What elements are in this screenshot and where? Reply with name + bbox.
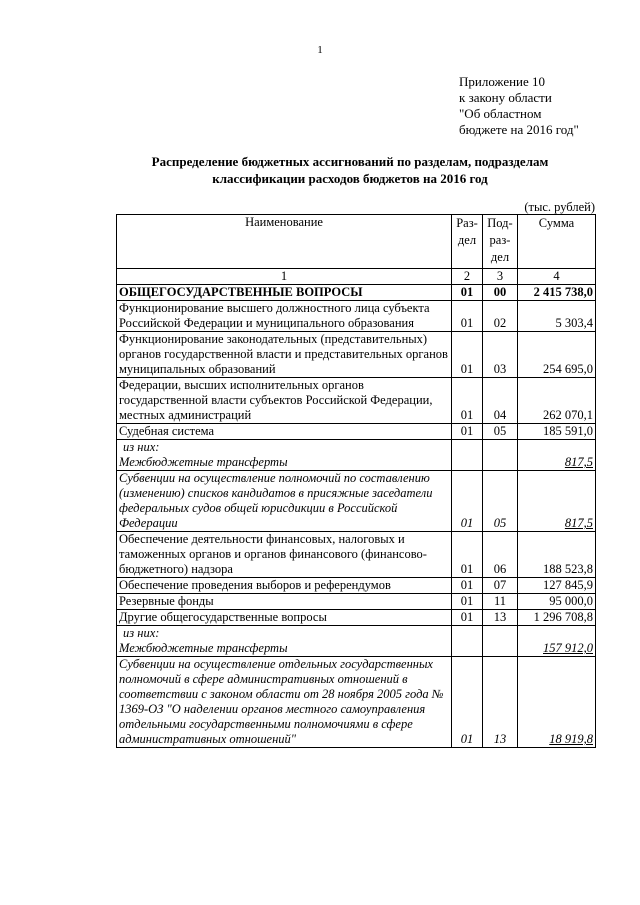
table-row — [117, 626, 596, 657]
row-sum: 5 303,4 — [518, 301, 596, 332]
row-section: 01 — [452, 610, 483, 626]
row-subsection: 11 — [483, 594, 518, 610]
title-line: классификации расходов бюджетов на 2016 год — [212, 171, 488, 186]
row-sum: 817,5 — [518, 471, 596, 532]
row-subsection — [483, 626, 518, 657]
header-subsection-line: Под- — [487, 216, 513, 230]
row-sum: 18 919,8 — [518, 657, 596, 748]
row-name — [117, 626, 452, 657]
row-name: Субвенции на осуществление полномочий по составлению (изменению) списков кандидатов в присяжные заседатели федеральных судов общей юрисдикции в Российской Федерации — [117, 471, 452, 532]
column-number: 3 — [483, 269, 518, 285]
row-name: Обеспечение деятельности финансовых, налоговых и таможенных органов и органов финансового (финансово-бюджетного) надзора — [117, 532, 452, 578]
table-row — [117, 532, 596, 578]
row-name: Функционирование высшего должностного лица субъекта Российской Федерации и муниципального образования — [117, 301, 452, 332]
table-row — [117, 378, 596, 424]
header-sum: Сумма — [518, 215, 596, 269]
table-row — [117, 424, 596, 440]
row-subsection: 03 — [483, 332, 518, 378]
column-number: 1 — [117, 269, 452, 285]
row-name: Федерации, высших исполнительных органов государственной власти субъектов Российской Федерации, местных администраций — [117, 378, 452, 424]
row-name-line: Межбюджетные трансферты — [119, 641, 288, 655]
row-sum: 817,5 — [518, 440, 596, 471]
appendix-line: "Об областном — [459, 106, 542, 121]
row-subsection: 13 — [483, 610, 518, 626]
table-row — [117, 440, 596, 471]
page-number: 1 — [317, 44, 323, 56]
title-line: Распределение бюджетных ассигнований по разделам, подразделам — [151, 154, 549, 169]
row-sum: 2 415 738,0 — [518, 285, 596, 301]
row-name: Обеспечение проведения выборов и референдумов — [117, 578, 452, 594]
table-row — [117, 657, 596, 748]
row-sum: 262 070,1 — [518, 378, 596, 424]
row-section: 01 — [452, 657, 483, 748]
row-subnote: из них: — [123, 440, 160, 454]
row-section: 01 — [452, 378, 483, 424]
header-row — [117, 215, 596, 269]
table-row — [117, 332, 596, 378]
appendix-line: бюджете на 2016 год" — [459, 122, 579, 137]
row-subnote: из них: — [123, 626, 160, 640]
row-section: 01 — [452, 332, 483, 378]
row-name: Функционирование законодательных (представительных) органов государственной власти и представительных органов муниципальных образований — [117, 332, 452, 378]
row-section: 01 — [452, 594, 483, 610]
budget-table — [116, 214, 596, 748]
header-section-line: Раз- — [456, 216, 478, 230]
header-name: Наименование — [117, 215, 452, 269]
header-section — [452, 215, 483, 269]
appendix-line: к закону области — [459, 90, 552, 105]
table-row — [117, 594, 596, 610]
row-subsection: 04 — [483, 378, 518, 424]
column-number: 4 — [518, 269, 596, 285]
row-subsection: 00 — [483, 285, 518, 301]
row-subsection: 13 — [483, 657, 518, 748]
row-name-line: Межбюджетные трансферты — [119, 455, 288, 469]
row-subsection: 05 — [483, 471, 518, 532]
row-section: 01 — [452, 471, 483, 532]
header-section-line: дел — [457, 233, 477, 247]
table-row — [117, 301, 596, 332]
column-number-row — [117, 269, 596, 285]
table-row — [117, 471, 596, 532]
row-subsection: 07 — [483, 578, 518, 594]
row-subsection: 02 — [483, 301, 518, 332]
row-section: 01 — [452, 424, 483, 440]
row-section: 01 — [452, 285, 483, 301]
row-name: ОБЩЕГОСУДАРСТВЕННЫЕ ВОПРОСЫ — [117, 285, 452, 301]
row-sum: 185 591,0 — [518, 424, 596, 440]
row-subsection — [483, 440, 518, 471]
units-note: (тыс. рублей) — [524, 200, 595, 214]
table-row — [117, 610, 596, 626]
row-subsection: 06 — [483, 532, 518, 578]
row-section — [452, 626, 483, 657]
header-subsection-line: раз- — [489, 233, 511, 247]
row-sum: 254 695,0 — [518, 332, 596, 378]
row-sum: 127 845,9 — [518, 578, 596, 594]
table-row — [117, 578, 596, 594]
column-number: 2 — [452, 269, 483, 285]
row-sum: 157 912,0 — [518, 626, 596, 657]
row-section — [452, 440, 483, 471]
appendix-note — [459, 74, 579, 138]
row-name: Резервные фонды — [117, 594, 452, 610]
document-title — [130, 153, 570, 187]
row-name: Другие общегосударственные вопросы — [117, 610, 452, 626]
row-section: 01 — [452, 532, 483, 578]
row-section: 01 — [452, 578, 483, 594]
appendix-line: Приложение 10 — [459, 74, 546, 89]
header-subsection-line: дел — [490, 250, 510, 264]
row-name: Судебная система — [117, 424, 452, 440]
row-subsection: 05 — [483, 424, 518, 440]
header-subsection — [483, 215, 518, 269]
row-name — [117, 440, 452, 471]
table-row — [117, 285, 596, 301]
row-name: Субвенции на осуществление отдельных государственных полномочий в сфере административных отношений в соответствии с законом области от 28 ноября 2005 года № 1369-ОЗ "О наделении органов местного самоуправления отдельными государственными полномочиями в сфере административных отношений" — [117, 657, 452, 748]
row-section: 01 — [452, 301, 483, 332]
row-sum: 188 523,8 — [518, 532, 596, 578]
row-sum: 1 296 708,8 — [518, 610, 596, 626]
row-sum: 95 000,0 — [518, 594, 596, 610]
